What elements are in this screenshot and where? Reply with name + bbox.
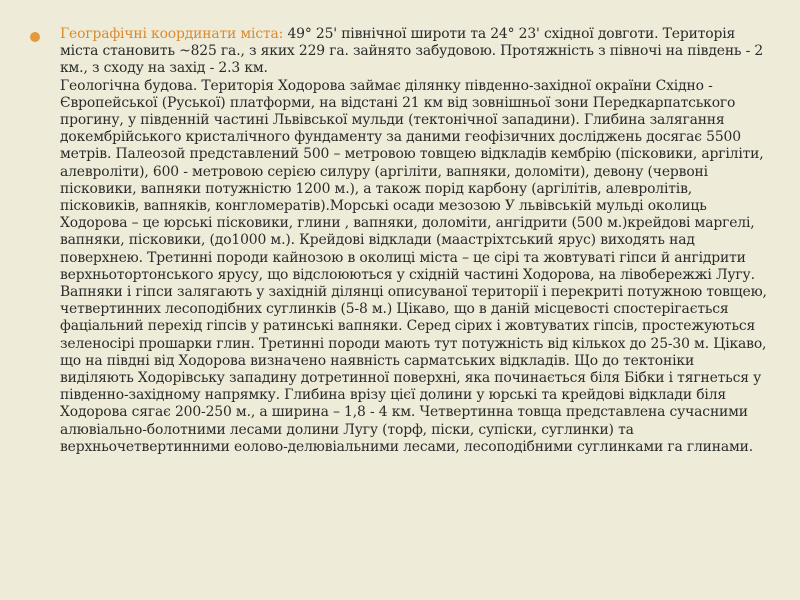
coordinates-heading: Географічні координати міста:: [60, 26, 284, 42]
coordinates-text: 49° 25' північної широти та 24° 23' східної довготи. Територія міста становить ~825 га., з яких 229 га. зайнято забудовою. Протяжність з півночі на південь - 2 км., з сходу на захід - 2.3 км.: [60, 26, 764, 77]
geology-paragraph: Геологічна будова. Територія Ходорова займає ділянку південно-західної окраїни Східно - Європейської (Руської) платформи, на відстані 21 км від зовнішньої зони Передкарпатського прогину, у південній частині Львівської мульди (тектонічної западини). Глибина залягання докембрійського кристалічного фундаменту за даними геофізичних досліджень досягає 5500 метрів. Палеозой представлений 500 – метровою товщею відкладів кембрію (пісковики, аргіліти, алевроліти), 600 - метровою серією силуру (аргіліти, вапняки, доломіти), девону (червоні пісковики, вапняки потужністю 1200 м.), а також порід карбону (аргілітів, алевролітів, пісковиків, вапняків, конгломератів).Морські осади мезозою У львівській мульді околиць Ходорова – це юрські пісковики, глини , вапняки, доломіти, ангідрити (500 м.)крейдові маргелі, вапняки, пісковики, (до1000 м.). Крейдові відклади (маастріхтський ярус) виходять над поверхнею. Третинні породи кайнозою в околиці міста – це сірі та жовтуваті гіпси й ангідрити верхньотортонського ярусу, що відслоюються у східній частині Ходорова, на лівобережжі Лугу. Вапняки і гіпси залягають у західній ділянці описуваної території і перекриті потужною товщею, четвертинних лесоподібних суглинків (5-8 м.) Цікаво, що в даній місцевості спостерігається фаціальний перехід гіпсів у ратинські вапняки. Серед сірих і жовтуватих гіпсів, простежуються зеленосірі прошарки глин. Третинні породи мають тут потужність від кількох до 25-30 м. Цікаво, що на півдні від Ходорова визначено наявність сарматських відкладів. Що до тектоніки виділяють Ходорівську западину дотретинної поверхні, яка починається біля Бібки і тягнеться у південно-західному напрямку. Глибина врізу цієї долини у юрські та крейдові відклади біля Ходорова сягає 200-250 м., а ширина – 1,8 - 4 км. Четвертинна товща представлена сучасними алювіально-болотними лесами долини Лугу (торф, піски, супіски, суглинки) та верхньочетвертинними еолово-делювіальними лесами, лесоподібними суглинками га глинами.: [60, 77, 767, 455]
bullet-paragraph: [30, 26, 770, 456]
bullet-icon: [30, 32, 40, 42]
body-text: [60, 26, 770, 456]
